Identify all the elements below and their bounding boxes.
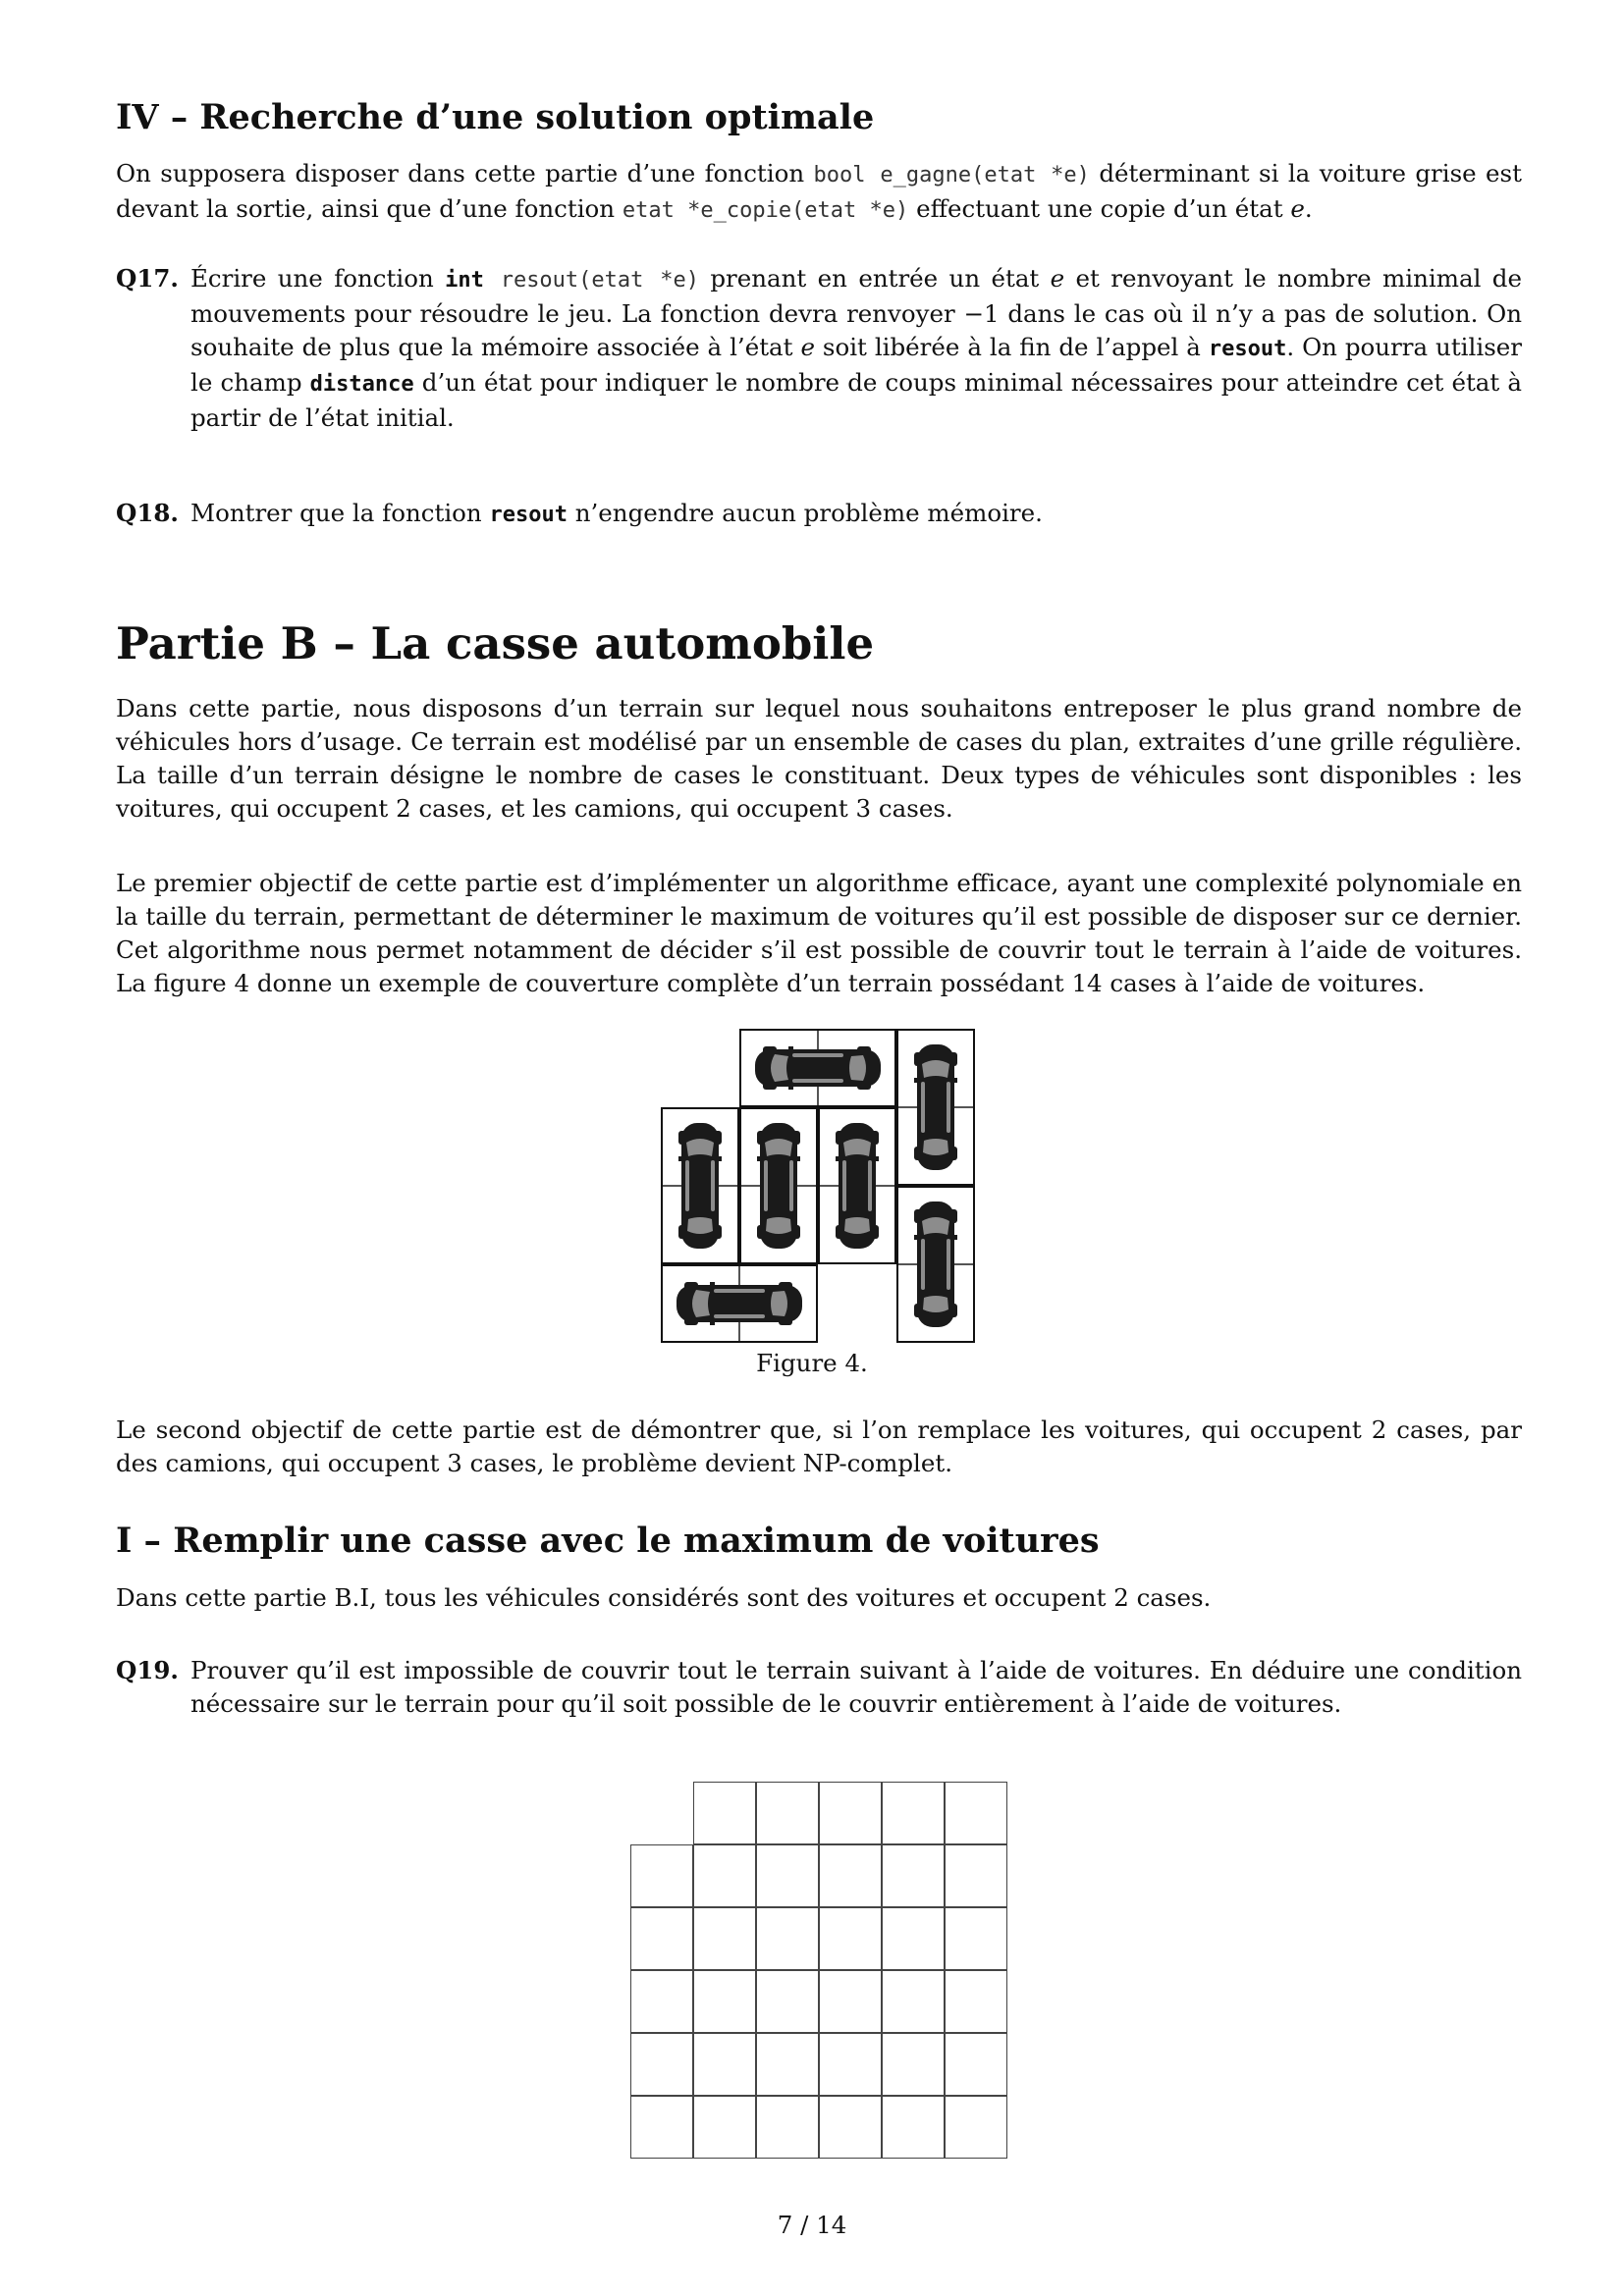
car-icon bbox=[914, 1201, 957, 1327]
grid-cell bbox=[819, 1844, 882, 1907]
grid-cell bbox=[882, 1782, 945, 1844]
question-19 bbox=[116, 1654, 1522, 1721]
grid-cell bbox=[756, 2096, 819, 2159]
car-icon bbox=[677, 1282, 802, 1325]
grid-cell bbox=[945, 1970, 1007, 2033]
section-iv-intro: On supposera disposer dans cette partie d’une fonction bool e_gagne(etat *e) déterminant si la voiture grise est devant la sortie, ainsi que d’une fonction etat *e_copie(etat *e) effectuant une copie d’un état e. bbox=[116, 159, 1522, 223]
grid-cell bbox=[756, 1970, 819, 2033]
question-number: Q17. bbox=[116, 264, 179, 293]
grid-cell bbox=[945, 1907, 1007, 1970]
grid-cell bbox=[882, 1907, 945, 1970]
part-b-paragraph-1: Dans cette partie, nous disposons d’un terrain sur lequel nous souhaitons entreposer le plus grand nombre de véhicules hors d’usage. Ce terrain est modélisé par un ensemble de cases du plan, extraites d’une grille régulière. La taille d’un terrain désigne le nombre de cases le constituant. Deux types de véhicules sont disponibles : les voitures, qui occupent 2 cases, et les camions, qui occupent 3 cases. bbox=[116, 694, 1522, 823]
grid-cell bbox=[819, 1970, 882, 2033]
q19-terrain-grid bbox=[630, 1782, 1007, 2159]
question-18 bbox=[116, 497, 1522, 532]
part-b-title: Partie B – La casse automobile bbox=[116, 617, 875, 669]
car-icon bbox=[914, 1044, 957, 1170]
grid-cell bbox=[693, 2096, 756, 2159]
grid-cell bbox=[630, 2096, 693, 2159]
car-icon bbox=[757, 1123, 800, 1249]
grid-cell bbox=[630, 1844, 693, 1907]
question-17 bbox=[116, 262, 1522, 435]
code-e-gagne: bool e_gagne(etat *e) bbox=[813, 163, 1090, 187]
question-number: Q19. bbox=[116, 1656, 179, 1684]
code-e-copie: etat *e_copie(etat *e) bbox=[622, 198, 909, 223]
grid-cell bbox=[819, 1907, 882, 1970]
grid-cell bbox=[630, 2033, 693, 2096]
grid-cell bbox=[945, 2033, 1007, 2096]
grid-cell bbox=[945, 1844, 1007, 1907]
figure-4-caption: Figure 4. bbox=[756, 1349, 868, 1377]
grid-cell bbox=[693, 1782, 756, 1844]
grid-cell bbox=[819, 2033, 882, 2096]
grid-cell bbox=[819, 1782, 882, 1844]
grid-cell bbox=[756, 2033, 819, 2096]
part-b-paragraph-3: Le second objectif de cette partie est de démontrer que, si l’on remplace les voitures, qui occupent 2 cases, par des camions, qui occupent 3 cases, le problème devient NP-complet. bbox=[116, 1415, 1522, 1477]
grid-cell bbox=[882, 1844, 945, 1907]
car-icon bbox=[678, 1123, 722, 1249]
grid-cell bbox=[882, 1970, 945, 2033]
grid-cell bbox=[756, 1844, 819, 1907]
grid-cell bbox=[693, 1844, 756, 1907]
question-text: Montrer que la fonction resout n’engendre aucun problème mémoire. bbox=[190, 499, 1043, 527]
grid-cell bbox=[756, 1907, 819, 1970]
grid-cell bbox=[882, 2033, 945, 2096]
question-text: Écrire une fonction int resout(etat *e) prenant en entrée un état e et renvoyant le nombre minimal de mouvements pour résoudre le jeu. La fonction devra renvoyer −1 dans le cas où il n’y a pas de solution. On souhaite de plus que la mémoire associée à l’état e soit libérée à la fin de l’appel à resout. On pourra utiliser le champ distance d’un état pour indiquer le nombre de coups minimal nécessaires pour atteindre cet état à partir de l’état initial. bbox=[190, 264, 1522, 432]
grid-cell bbox=[945, 2096, 1007, 2159]
question-number: Q18. bbox=[116, 499, 179, 527]
question-text: Prouver qu’il est impossible de couvrir tout le terrain suivant à l’aide de voitures. En déduire une condition nécessaire sur le terrain pour qu’il soit possible de le couvrir entièrement à l’aide de voitures. bbox=[190, 1656, 1522, 1718]
part-b-paragraph-2: Le premier objectif de cette partie est d’implémenter un algorithme efficace, ayant une complexité polynomiale en la taille du terrain, permettant de déterminer le maximum de voitures qu’il est possible de disposer sur ce dernier. Cet algorithme nous permet notamment de décider s’il est possible de couvrir tout le terrain à l’aide de voitures. La figure 4 donne un exemple de couverture complète d’un terrain possédant 14 cases à l’aide de voitures. bbox=[116, 869, 1522, 997]
grid-cell bbox=[693, 2033, 756, 2096]
car-icon bbox=[755, 1046, 881, 1090]
figure-4-cars bbox=[661, 1029, 975, 1343]
section-i-intro: Dans cette partie B.I, tous les véhicules considérés sont des voitures et occupent 2 cases. bbox=[116, 1583, 1212, 1612]
grid-cell bbox=[819, 2096, 882, 2159]
grid-cell bbox=[945, 1782, 1007, 1844]
page-number: 7 / 14 bbox=[777, 2211, 847, 2239]
car-icon bbox=[836, 1123, 879, 1249]
grid-cell bbox=[882, 2096, 945, 2159]
grid-cell bbox=[693, 1907, 756, 1970]
grid-cell bbox=[693, 1970, 756, 2033]
grid-cell bbox=[630, 1907, 693, 1970]
section-iv-title: IV – Recherche d’une solution optimale bbox=[116, 97, 875, 137]
grid-cell bbox=[756, 1782, 819, 1844]
figure-4 bbox=[661, 1029, 975, 1343]
grid-cell bbox=[630, 1970, 693, 2033]
section-i-title: I – Remplir une casse avec le maximum de voitures bbox=[116, 1521, 1100, 1561]
